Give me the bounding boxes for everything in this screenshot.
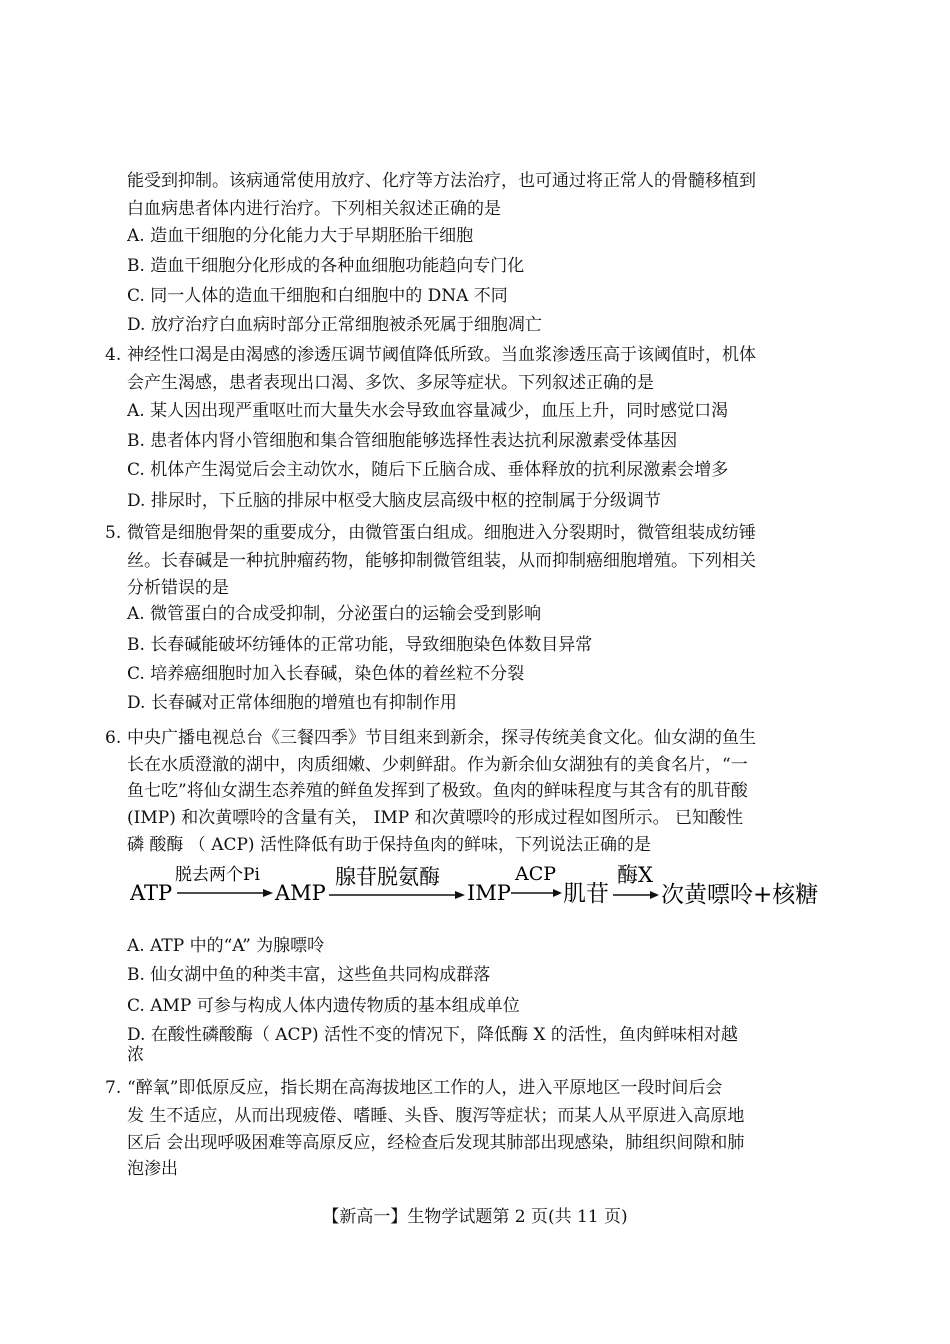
q7-stem-line-4: 泡渗出 (127, 1159, 178, 1179)
q6-option-b: B. 仙女湖中鱼的种类丰富，这些鱼共同构成群落 (127, 965, 491, 985)
pathway-inosine: 肌苷 (563, 881, 609, 907)
pathway-step3-label: ACP (515, 863, 557, 885)
q4-stem-line-1: 神经性口渴是由渴感的渗透压调节阈值降低所致。当血浆渗透压高于该阈值时，机体 (127, 345, 756, 365)
pathway-arrowhead-3 (553, 889, 562, 897)
pathway-step4-label: 酶X (617, 863, 653, 887)
pathway-step2-label: 腺苷脱氨酶 (335, 865, 440, 889)
q3-stem-line-2: 白血病患者体内进行治疗。下列相关叙述正确的是 (127, 199, 501, 219)
imp-pathway-diagram (125, 858, 825, 918)
q6-stem-line-2: 长在水质澄澈的湖中，肉质细嫩、少刺鲜甜。作为新余仙女湖独有的美食名片，“一 (127, 755, 748, 775)
pathway-imp: IMP (467, 881, 511, 905)
q5-number: 5. (105, 523, 122, 543)
q5-stem-line-2: 丝。长春碱是一种抗肿瘤药物，能够抑制微管组装，从而抑制癌细胞增殖。下列相关 (127, 551, 756, 571)
pathway-arrowhead-4 (650, 891, 659, 899)
q5-option-b: B. 长春碱能破坏纺锤体的正常功能，导致细胞染色体数目异常 (127, 635, 593, 655)
q3-option-d: D. 放疗治疗白血病时部分正常细胞被杀死属于细胞凋亡 (127, 315, 542, 335)
q4-stem-line-2: 会产生渴感，患者表现出口渴、多饮、多尿等症状。下列叙述正确的是 (127, 373, 654, 393)
q6-stem-line-5: 磷 酸酶 （ ACP) 活性降低有助于保持鱼肉的鲜味，下列说法正确的是 (127, 835, 651, 855)
q7-number: 7. (105, 1078, 122, 1098)
pathway-product: 次黄嘌呤+核糖 (661, 882, 819, 908)
pathway-atp: ATP (130, 881, 173, 905)
q7-stem-line-3: 区后 会出现呼吸困难等高原反应，经检查后发现其肺部出现感染，肺组织间隙和肺 (127, 1133, 745, 1153)
q6-option-c: C. AMP 可参与构成人体内遗传物质的基本组成单位 (127, 996, 520, 1016)
q6-number: 6. (105, 728, 122, 748)
q6-option-d-continued: 浓 (127, 1045, 144, 1065)
q6-stem-line-4: (IMP) 和次黄嘌呤的含量有关， IMP 和次黄嘌呤的形成过程如图所示。 已知酸性 (127, 808, 743, 828)
q4-option-b: B. 患者体内肾小管细胞和集合管细胞能够选择性表达抗利尿激素受体基因 (127, 431, 678, 451)
q5-stem-line-3: 分析错误的是 (127, 578, 229, 598)
q4-number: 4. (105, 345, 122, 365)
q3-option-c: C. 同一人体的造血干细胞和白细胞中的 DNA 不同 (127, 286, 508, 306)
q6-option-a: A. ATP 中的“A” 为腺嘌呤 (127, 936, 325, 956)
q5-option-d: D. 长春碱对正常体细胞的增殖也有抑制作用 (127, 693, 457, 713)
q7-stem-line-2: 发 生不适应，从而出现疲倦、嗜睡、头昏、腹泻等症状；而某人从平原进入高原地 (127, 1106, 745, 1126)
q5-stem-line-1: 微管是细胞骨架的重要成分，由微管蛋白组成。细胞进入分裂期时，微管组装成纺锤 (127, 523, 756, 543)
q4-option-a: A. 某人因出现严重呕吐而大量失水会导致血容量减少，血压上升，同时感觉口渴 (127, 401, 729, 421)
q4-option-d: D. 排尿时，下丘脑的排尿中枢受大脑皮层高级中枢的控制属于分级调节 (127, 491, 661, 511)
q4-option-c: C. 机体产生渴觉后会主动饮水，随后下丘脑合成、垂体释放的抗利尿激素会增多 (127, 460, 729, 480)
page-footer: 【新高一】生物学试题第 2 页(共 11 页) (322, 1207, 628, 1227)
pathway-arrowhead-2 (455, 891, 465, 899)
q3-option-b: B. 造血干细胞分化形成的各种血细胞功能趋向专门化 (127, 256, 525, 276)
pathway-arrowhead-1 (263, 889, 273, 897)
q6-option-d: D. 在酸性磷酸酶（ ACP) 活性不变的情况下，降低酶 X 的活性，鱼肉鲜味相对越 (127, 1025, 738, 1045)
q3-stem-line-1: 能受到抑制。该病通常使用放疗、化疗等方法治疗，也可通过将正常人的骨髓移植到 (127, 171, 756, 191)
pathway-step1-label: 脱去两个Pi (175, 865, 260, 885)
q7-stem-line-1: “醉氧”即低原反应，指长期在高海拔地区工作的人，进入平原地区一段时间后会 (127, 1078, 723, 1098)
q3-option-a: A. 造血干细胞的分化能力大于早期胚胎干细胞 (127, 226, 474, 246)
pathway-amp: AMP (275, 881, 326, 905)
q6-stem-line-3: 鱼七吃”将仙女湖生态养殖的鲜鱼发挥到了极致。鱼肉的鲜味程度与其含有的肌苷酸 (127, 781, 748, 801)
q5-option-c: C. 培养癌细胞时加入长春碱，染色体的着丝粒不分裂 (127, 664, 525, 684)
q5-option-a: A. 微管蛋白的合成受抑制，分泌蛋白的运输会受到影响 (127, 604, 542, 624)
q6-stem-line-1: 中央广播电视总台《三餐四季》节目组来到新余，探寻传统美食文化。仙女湖的鱼生 (127, 728, 756, 748)
